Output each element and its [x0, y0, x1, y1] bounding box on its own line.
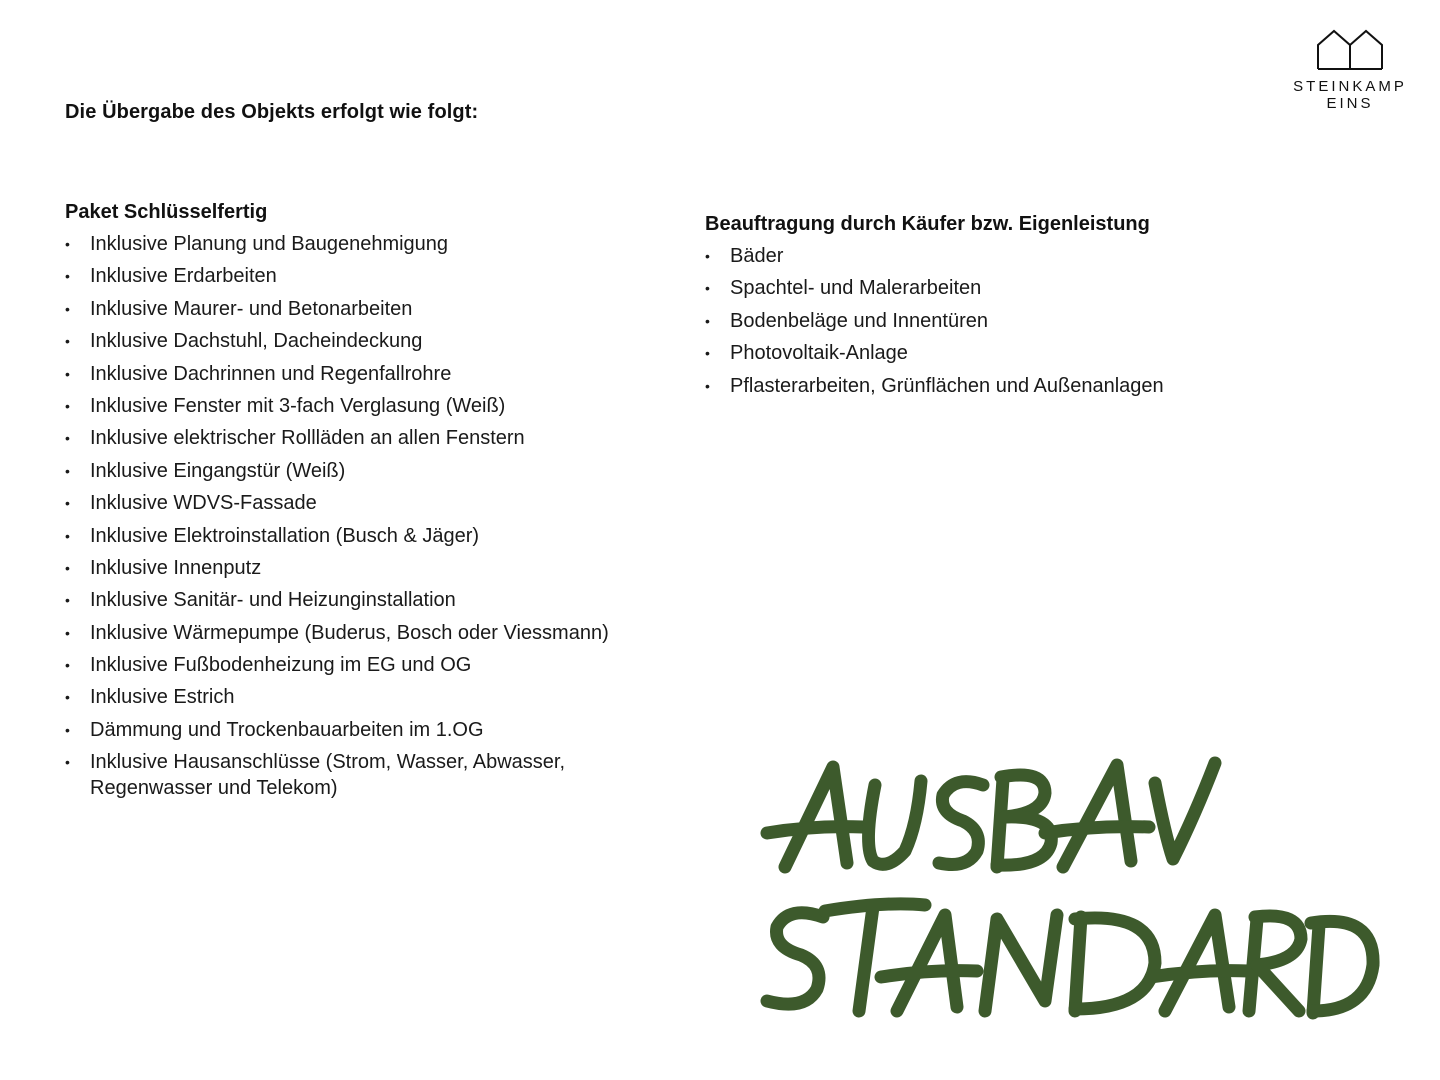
- buyer-responsibility-heading: Beauftragung durch Käufer bzw. Eigenleistung: [705, 213, 1150, 235]
- bullet-icon: •: [65, 236, 70, 252]
- list-item-text: Pflasterarbeiten, Grünflächen und Außenanlagen: [730, 374, 1164, 397]
- list-item: [65, 749, 665, 801]
- list-item: [65, 523, 665, 549]
- list-item: [65, 458, 665, 484]
- bullet-icon: •: [705, 312, 710, 329]
- list-item: [65, 328, 665, 354]
- bullet-icon: •: [65, 268, 70, 285]
- brand-name-line2: EINS: [1326, 95, 1374, 112]
- list-item-text: Inklusive Planung und Baugenehmigung: [90, 233, 449, 255]
- list-item-text: Dämmung und Trockenbauarbeiten im 1.OG: [90, 718, 484, 741]
- list-item-text: Inklusive Eingangstür (Weiß): [90, 459, 346, 482]
- list-item-text: Inklusive Innenputz: [90, 556, 262, 579]
- bullet-icon: •: [65, 689, 70, 706]
- list-item: [65, 555, 665, 581]
- bullet-icon: •: [705, 280, 710, 297]
- list-item: [65, 361, 665, 387]
- buyer-responsibility-list: [705, 243, 1325, 399]
- list-item: [705, 275, 1325, 301]
- bullet-icon: •: [705, 345, 710, 362]
- buyer-responsibility-section: [705, 211, 1325, 405]
- bullet-icon: •: [65, 365, 70, 382]
- list-item: [705, 243, 1325, 269]
- list-item: [705, 373, 1325, 399]
- list-item-text: Photovoltaik-Anlage: [730, 342, 908, 365]
- package-turnkey-section: [65, 199, 665, 808]
- bullet-icon: •: [65, 657, 70, 674]
- bullet-icon: •: [705, 377, 710, 394]
- list-item-text: Inklusive WDVS-Fassade: [90, 492, 317, 515]
- list-item-text: Inklusive elektrischer Rollläden an allen Fenstern: [90, 427, 525, 450]
- list-item-text: Inklusive Dachrinnen und Regenfallrohre: [90, 362, 452, 385]
- list-item: [65, 652, 665, 678]
- bullet-icon: •: [65, 333, 70, 350]
- list-item: [65, 425, 665, 451]
- list-item-text: Inklusive Maurer- und Betonarbeiten: [90, 297, 413, 320]
- list-item: [65, 717, 665, 743]
- list-item: [65, 620, 665, 646]
- list-item: [65, 263, 665, 289]
- list-item-text: Inklusive Erdarbeiten: [90, 265, 277, 288]
- list-item: [705, 340, 1325, 366]
- list-item-text: Inklusive Estrich: [90, 686, 235, 709]
- list-item-text: Inklusive Elektroinstallation (Busch & Jäger): [90, 524, 480, 547]
- two-houses-icon: [1315, 28, 1385, 70]
- ausbau-standard-script-title: [745, 755, 1385, 1025]
- bullet-icon: •: [65, 300, 70, 317]
- list-item-text: Bodenbeläge und Innentüren: [730, 309, 989, 332]
- bullet-icon: •: [65, 527, 70, 544]
- bullet-icon: •: [65, 397, 70, 414]
- bullet-icon: •: [65, 721, 70, 738]
- bullet-icon: •: [65, 430, 70, 447]
- list-item-text: Inklusive Wärmepumpe (Buderus, Bosch oder Viessmann): [90, 621, 609, 644]
- list-item: [65, 587, 665, 613]
- list-item-text: Inklusive Sanitär- und Heizunginstallation: [90, 589, 456, 612]
- bullet-icon: •: [65, 592, 70, 609]
- bullet-icon: •: [65, 624, 70, 641]
- bullet-icon: •: [65, 559, 70, 576]
- intro-heading: Die Übergabe des Objekts erfolgt wie folgt:: [65, 101, 479, 123]
- list-item: [65, 490, 665, 516]
- list-item: [65, 231, 665, 257]
- bullet-icon: •: [705, 248, 710, 264]
- package-turnkey-list: [65, 231, 665, 801]
- list-item-text: Inklusive Fenster mit 3-fach Verglasung (Weiß): [90, 394, 506, 417]
- list-item-text: Inklusive Fußbodenheizung im EG und OG: [90, 654, 472, 677]
- bullet-icon: •: [65, 495, 70, 512]
- brand-logo: [1285, 28, 1415, 112]
- list-item-text: Spachtel- und Malerarbeiten: [730, 277, 982, 300]
- list-item-text: Inklusive Hausanschlüsse (Strom, Wasser, Abwasser, Regenwasser und Telekom): [90, 751, 565, 800]
- bullet-icon: •: [65, 754, 70, 771]
- package-turnkey-heading: Paket Schlüsselfertig: [65, 201, 268, 223]
- list-item: [65, 684, 665, 710]
- list-item-text: Inklusive Dachstuhl, Dacheindeckung: [90, 330, 423, 353]
- brand-name-line1: STEINKAMP: [1293, 78, 1407, 95]
- list-item: [65, 296, 665, 322]
- list-item: [65, 393, 665, 419]
- list-item: [705, 308, 1325, 334]
- list-item-text: Bäder: [730, 245, 784, 267]
- bullet-icon: •: [65, 462, 70, 479]
